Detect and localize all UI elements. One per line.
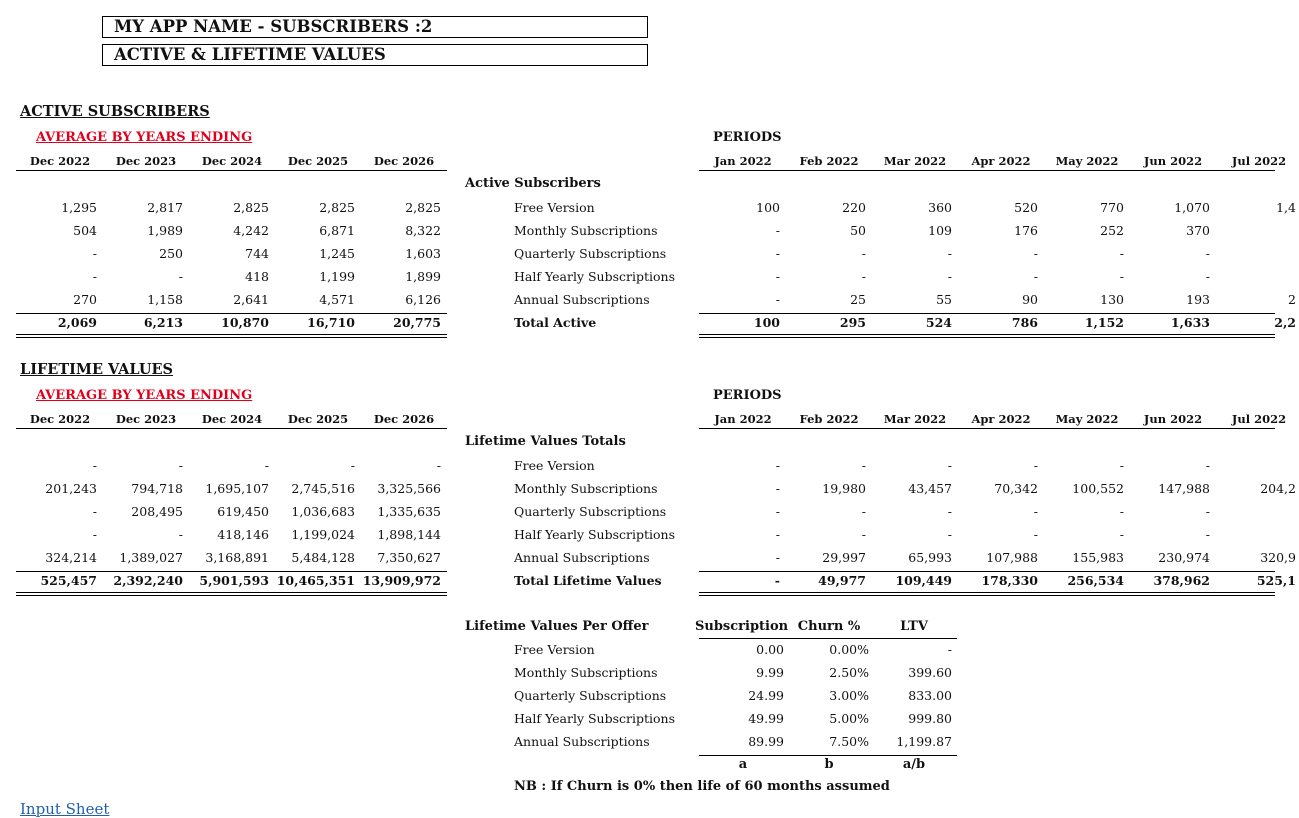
year-value: 4,242 xyxy=(233,223,269,238)
offer-value: 399.60 xyxy=(908,665,952,680)
offer-value: 2.50% xyxy=(829,665,869,680)
total-year-value: 10,465,351 xyxy=(276,573,355,588)
average-by-years-label: AVERAGE BY YEARS ENDING xyxy=(36,388,253,403)
year-value: - xyxy=(178,458,183,473)
year-value: 1,245 xyxy=(319,246,355,261)
month-value: 220 xyxy=(842,200,866,215)
month-value: - xyxy=(1205,504,1210,519)
month-value: - xyxy=(775,292,780,307)
month-header: Jun 2022 xyxy=(1143,154,1203,168)
month-value: - xyxy=(1119,246,1124,261)
row-label: Quarterly Subscriptions xyxy=(514,246,667,261)
churn-note: NB : If Churn is 0% then life of 60 months assumed xyxy=(514,779,890,794)
total-month-value: 295 xyxy=(839,315,866,330)
month-value: 770 xyxy=(1100,200,1124,215)
month-header: Apr 2022 xyxy=(971,154,1031,168)
per-offer-footer: a/b xyxy=(902,757,926,772)
month-value: - xyxy=(1033,504,1038,519)
month-header: Jan 2022 xyxy=(714,412,772,426)
year-value: 1,295 xyxy=(61,200,97,215)
year-value: 504 xyxy=(73,223,97,238)
header-rule-years xyxy=(16,428,447,429)
month-value: 25 xyxy=(850,292,866,307)
per-offer-header: LTV xyxy=(900,619,928,634)
month-value: - xyxy=(1033,269,1038,284)
total-label: Total Lifetime Values xyxy=(514,573,662,588)
year-value: 3,325,566 xyxy=(377,481,441,496)
row-label: Monthly Subscriptions xyxy=(514,481,658,496)
year-value: - xyxy=(92,458,97,473)
month-header: Feb 2022 xyxy=(799,154,859,168)
per-offer-footer: b xyxy=(824,757,834,772)
group-label: Active Subscribers xyxy=(465,176,601,191)
header-rule-years xyxy=(16,170,447,171)
month-value: - xyxy=(775,504,780,519)
offer-value: 1,199.87 xyxy=(896,734,952,749)
total-month-value: 256,534 xyxy=(1067,573,1124,588)
year-value: 1,603 xyxy=(405,246,441,261)
total-month-value: 109,449 xyxy=(895,573,952,588)
year-value: 2,641 xyxy=(233,292,269,307)
year-value: - xyxy=(92,269,97,284)
year-value: 2,745,516 xyxy=(291,481,355,496)
month-header: Jul 2022 xyxy=(1231,412,1287,426)
offer-row-label: Half Yearly Subscriptions xyxy=(514,711,675,726)
month-header: Feb 2022 xyxy=(799,412,859,426)
month-value: 55 xyxy=(936,292,952,307)
year-value: 4,571 xyxy=(319,292,355,307)
row-label: Free Version xyxy=(514,200,595,215)
row-label: Free Version xyxy=(514,458,595,473)
offer-value: 9.99 xyxy=(756,665,784,680)
month-header: Mar 2022 xyxy=(883,412,947,426)
total-label: Total Active xyxy=(514,315,597,330)
month-header: Jan 2022 xyxy=(714,154,772,168)
offer-value: 833.00 xyxy=(908,688,952,703)
year-value: 2,825 xyxy=(405,200,441,215)
month-value: 520 xyxy=(1014,200,1038,215)
month-value: 147,988 xyxy=(1158,481,1210,496)
month-value: - xyxy=(1033,527,1038,542)
year-header: Dec 2022 xyxy=(29,412,91,426)
month-value: 204,2 xyxy=(1260,481,1296,496)
offer-row-label: Monthly Subscriptions xyxy=(514,665,658,680)
total-rule-years xyxy=(16,571,447,572)
month-value: - xyxy=(947,458,952,473)
offer-value: - xyxy=(947,642,952,657)
offer-value: 999.80 xyxy=(908,711,952,726)
year-value: 270 xyxy=(73,292,97,307)
row-label: Monthly Subscriptions xyxy=(514,223,658,238)
row-label: Annual Subscriptions xyxy=(514,550,650,565)
month-value: - xyxy=(1205,458,1210,473)
total-year-value: 2,392,240 xyxy=(113,573,183,588)
year-value: 2,825 xyxy=(233,200,269,215)
year-value: - xyxy=(350,458,355,473)
year-value: 1,989 xyxy=(147,223,183,238)
year-header: Dec 2025 xyxy=(287,412,349,426)
total-year-value: 6,213 xyxy=(143,315,183,330)
month-value: - xyxy=(861,246,866,261)
month-header: Jun 2022 xyxy=(1143,412,1203,426)
periods-label: PERIODS xyxy=(713,388,782,403)
year-header: Dec 2024 xyxy=(201,154,263,168)
month-value: - xyxy=(1119,504,1124,519)
month-value: - xyxy=(1205,269,1210,284)
month-value: 70,342 xyxy=(994,481,1038,496)
month-value: - xyxy=(861,269,866,284)
month-value: 100,552 xyxy=(1072,481,1124,496)
year-header: Dec 2022 xyxy=(29,154,91,168)
per-offer-header: Subscription xyxy=(695,619,789,634)
offer-value: 24.99 xyxy=(748,688,784,703)
total-year-value: 20,775 xyxy=(393,315,441,330)
year-value: 6,871 xyxy=(319,223,355,238)
total-year-value: 525,457 xyxy=(40,573,97,588)
total-month-value: 2,2 xyxy=(1274,315,1296,330)
month-value: - xyxy=(1119,458,1124,473)
year-value: - xyxy=(92,504,97,519)
periods-label: PERIODS xyxy=(713,130,782,145)
month-value: - xyxy=(775,550,780,565)
month-value: - xyxy=(947,504,952,519)
row-label: Half Yearly Subscriptions xyxy=(514,527,675,542)
month-value: 360 xyxy=(928,200,952,215)
year-value: 3,168,891 xyxy=(205,550,269,565)
title-line-1: MY APP NAME - SUBSCRIBERS :2 xyxy=(102,16,648,38)
year-header: Dec 2026 xyxy=(373,412,435,426)
year-value: 1,036,683 xyxy=(291,504,355,519)
year-value: - xyxy=(178,269,183,284)
total-double-rule-months xyxy=(699,334,1275,338)
year-value: 619,450 xyxy=(217,504,269,519)
year-value: 201,243 xyxy=(45,481,97,496)
total-year-value: 5,901,593 xyxy=(199,573,269,588)
total-month-value: 786 xyxy=(1011,315,1038,330)
row-label: Annual Subscriptions xyxy=(514,292,650,307)
month-value: - xyxy=(1119,269,1124,284)
offer-value: 89.99 xyxy=(748,734,784,749)
total-year-value: 2,069 xyxy=(57,315,97,330)
header-rule-months xyxy=(699,428,1275,429)
offer-value: 5.00% xyxy=(829,711,869,726)
total-double-rule-years xyxy=(16,334,447,338)
total-month-value: 378,962 xyxy=(1153,573,1210,588)
year-header: Dec 2025 xyxy=(287,154,349,168)
year-value: 2,817 xyxy=(147,200,183,215)
input-sheet-link[interactable]: Input Sheet xyxy=(20,800,110,818)
month-value: - xyxy=(1033,246,1038,261)
section-title: LIFETIME VALUES xyxy=(20,361,173,378)
month-value: - xyxy=(775,223,780,238)
year-header: Dec 2024 xyxy=(201,412,263,426)
month-value: 1,070 xyxy=(1174,200,1210,215)
month-header: May 2022 xyxy=(1055,154,1119,168)
year-value: 1,199,024 xyxy=(291,527,355,542)
total-month-value: - xyxy=(774,573,780,588)
year-value: 208,495 xyxy=(131,504,183,519)
month-value: 100 xyxy=(756,200,780,215)
year-value: - xyxy=(436,458,441,473)
offer-value: 7.50% xyxy=(829,734,869,749)
month-value: 90 xyxy=(1022,292,1038,307)
month-value: 320,9 xyxy=(1260,550,1296,565)
year-header: Dec 2023 xyxy=(115,154,177,168)
year-value: 5,484,128 xyxy=(291,550,355,565)
month-value: 65,993 xyxy=(908,550,952,565)
year-value: 418,146 xyxy=(217,527,269,542)
total-month-value: 100 xyxy=(753,315,780,330)
total-month-value: 525,1 xyxy=(1256,573,1296,588)
total-year-value: 13,909,972 xyxy=(362,573,441,588)
year-value: 324,214 xyxy=(45,550,97,565)
total-year-value: 10,870 xyxy=(221,315,269,330)
year-header: Dec 2026 xyxy=(373,154,435,168)
month-value: 19,980 xyxy=(822,481,866,496)
month-header: Mar 2022 xyxy=(883,154,947,168)
month-value: 109 xyxy=(928,223,952,238)
year-value: 2,825 xyxy=(319,200,355,215)
month-value: - xyxy=(775,246,780,261)
average-by-years-label: AVERAGE BY YEARS ENDING xyxy=(36,130,253,145)
total-month-value: 1,633 xyxy=(1170,315,1210,330)
year-value: 250 xyxy=(159,246,183,261)
total-year-value: 16,710 xyxy=(307,315,355,330)
total-month-value: 524 xyxy=(925,315,952,330)
per-offer-footer: a xyxy=(738,757,748,772)
total-month-value: 178,330 xyxy=(981,573,1038,588)
total-rule-years xyxy=(16,313,447,314)
year-value: 1,899 xyxy=(405,269,441,284)
year-value: - xyxy=(92,527,97,542)
year-value: - xyxy=(264,458,269,473)
month-value: - xyxy=(947,527,952,542)
month-value: - xyxy=(1119,527,1124,542)
year-value: 8,322 xyxy=(405,223,441,238)
title-line-2: ACTIVE & LIFETIME VALUES xyxy=(102,44,648,66)
offer-row-label: Annual Subscriptions xyxy=(514,734,650,749)
month-value: - xyxy=(1205,246,1210,261)
month-value: - xyxy=(861,458,866,473)
month-value: - xyxy=(861,504,866,519)
month-value: 252 xyxy=(1100,223,1124,238)
month-value: 155,983 xyxy=(1072,550,1124,565)
total-month-value: 49,977 xyxy=(818,573,866,588)
month-value: - xyxy=(775,269,780,284)
month-header: Apr 2022 xyxy=(971,412,1031,426)
year-value: 7,350,627 xyxy=(377,550,441,565)
month-value: 193 xyxy=(1186,292,1210,307)
total-rule-months xyxy=(699,313,1275,314)
year-value: 1,389,027 xyxy=(119,550,183,565)
month-value: - xyxy=(1205,527,1210,542)
row-label: Half Yearly Subscriptions xyxy=(514,269,675,284)
section-title: ACTIVE SUBSCRIBERS xyxy=(20,103,210,120)
month-value: - xyxy=(861,527,866,542)
month-value: 43,457 xyxy=(908,481,952,496)
year-value: 1,898,144 xyxy=(377,527,441,542)
offer-row-label: Free Version xyxy=(514,642,595,657)
offer-value: 3.00% xyxy=(829,688,869,703)
per-offer-header-rule xyxy=(699,638,957,639)
year-value: 1,158 xyxy=(147,292,183,307)
month-value: - xyxy=(1033,458,1038,473)
month-value: - xyxy=(775,481,780,496)
year-value: - xyxy=(178,527,183,542)
total-double-rule-years xyxy=(16,592,447,596)
month-value: 107,988 xyxy=(986,550,1038,565)
year-value: 1,695,107 xyxy=(205,481,269,496)
row-label: Quarterly Subscriptions xyxy=(514,504,667,519)
year-value: 1,335,635 xyxy=(377,504,441,519)
per-offer-footer-rule xyxy=(699,755,957,756)
month-value: - xyxy=(947,246,952,261)
month-value: 130 xyxy=(1100,292,1124,307)
month-value: 1,4 xyxy=(1276,200,1296,215)
year-value: 6,126 xyxy=(405,292,441,307)
offer-value: 49.99 xyxy=(748,711,784,726)
month-value: 50 xyxy=(850,223,866,238)
month-value: 176 xyxy=(1014,223,1038,238)
year-header: Dec 2023 xyxy=(115,412,177,426)
month-header: Jul 2022 xyxy=(1231,154,1287,168)
year-value: 794,718 xyxy=(131,481,183,496)
per-offer-header: Churn % xyxy=(797,619,861,634)
offer-value: 0.00% xyxy=(829,642,869,657)
year-value: - xyxy=(92,246,97,261)
year-value: 1,199 xyxy=(319,269,355,284)
total-month-value: 1,152 xyxy=(1084,315,1124,330)
month-value: 29,997 xyxy=(822,550,866,565)
month-value: - xyxy=(947,269,952,284)
total-rule-months xyxy=(699,571,1275,572)
offer-value: 0.00 xyxy=(756,642,784,657)
month-value: 230,974 xyxy=(1158,550,1210,565)
month-value: - xyxy=(775,458,780,473)
year-value: 418 xyxy=(245,269,269,284)
month-value: 370 xyxy=(1186,223,1210,238)
group-label: Lifetime Values Totals xyxy=(465,434,626,449)
month-value: - xyxy=(775,527,780,542)
per-offer-title: Lifetime Values Per Offer xyxy=(465,619,649,634)
total-double-rule-months xyxy=(699,592,1275,596)
year-value: 744 xyxy=(245,246,269,261)
month-header: May 2022 xyxy=(1055,412,1119,426)
header-rule-months xyxy=(699,170,1275,171)
offer-row-label: Quarterly Subscriptions xyxy=(514,688,667,703)
month-value: 2 xyxy=(1288,292,1296,307)
